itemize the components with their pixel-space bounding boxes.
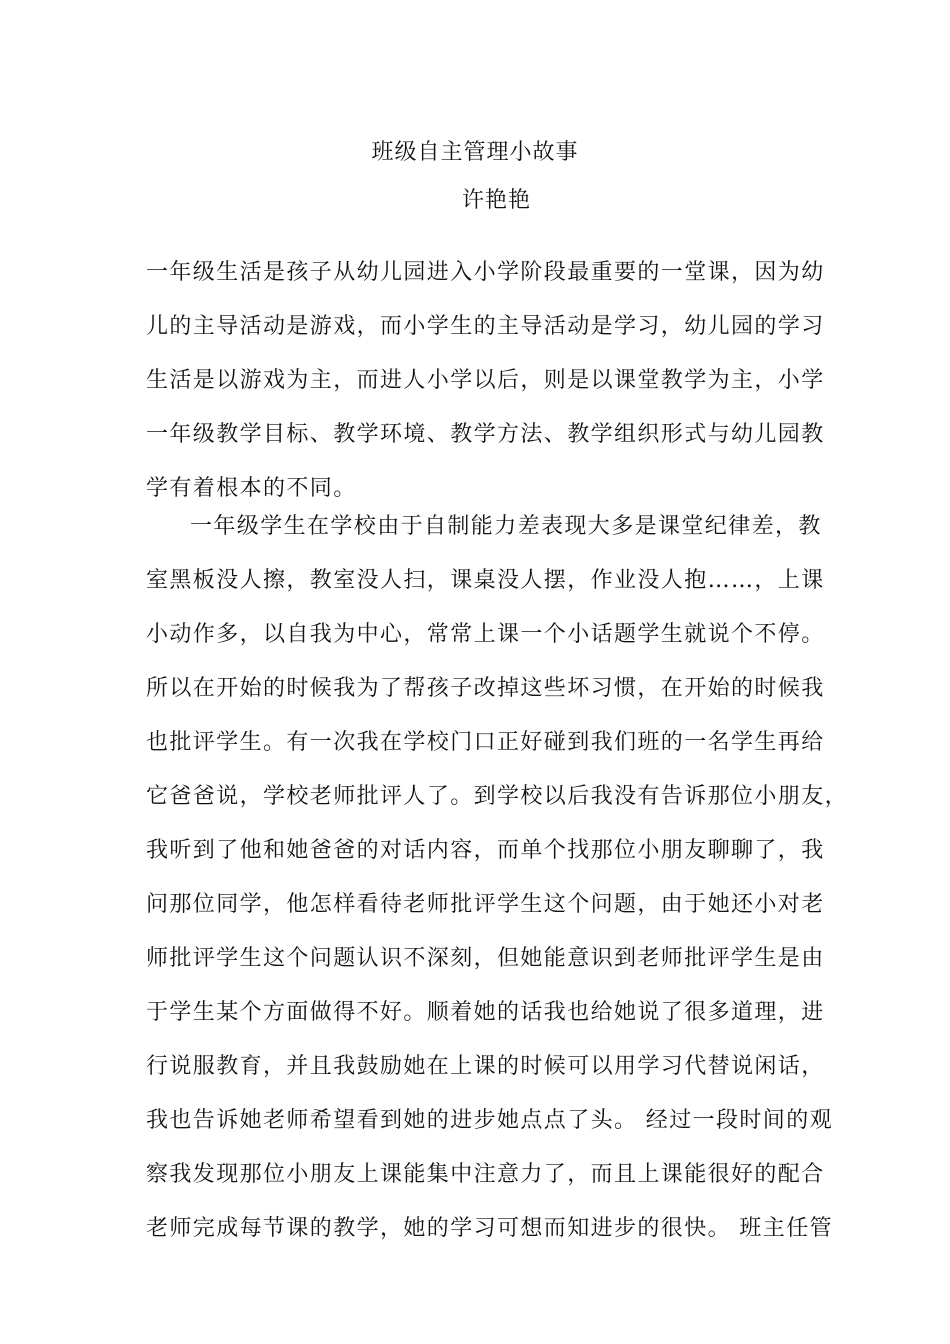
paragraph-2 bbox=[146, 500, 849, 1256]
paragraph-1 bbox=[146, 246, 825, 516]
paragraph-line: 小动作多，以自我为中心，常常上课一个小话题学生就说个不停。 bbox=[146, 622, 825, 647]
paragraph-line: 一年级学生在学校由于自制能力差表现大多是课堂纪律差，教 bbox=[190, 514, 822, 539]
document-author: 许艳艳 bbox=[462, 188, 532, 213]
paragraph-line: 师批评学生这个问题认识不深刻，但她能意识到老师批评学生是由 bbox=[146, 946, 825, 971]
paragraph-line: 也批评学生。有一次我在学校门口正好碰到我们班的一名学生再给 bbox=[146, 730, 825, 755]
document-title: 班级自主管理小故事 bbox=[371, 140, 579, 165]
paragraph-line: 学有着根本的不同。 bbox=[146, 476, 357, 501]
paragraph-line: 所以在开始的时候我为了帮孩子改掉这些坏习惯，在开始的时候我 bbox=[146, 676, 825, 701]
paragraph-line: 室黑板没人擦，教室没人扫，课桌没人摆，作业没人抱……，上课 bbox=[146, 568, 825, 593]
paragraph-line: 我也告诉她老师希望看到她的进步她点点了头。 经过一段时间的观 bbox=[146, 1108, 833, 1133]
paragraph-line: 我听到了他和她爸爸的对话内容，而单个找那位小朋友聊聊了，我 bbox=[146, 838, 825, 863]
paragraph-line: 一年级生活是孩子从幼儿园进入小学阶段最重要的一堂课，因为幼 bbox=[146, 260, 825, 285]
paragraph-line: 问那位同学，他怎样看待老师批评学生这个问题，由于她还小对老 bbox=[146, 892, 825, 917]
paragraph-line: 儿的主导活动是游戏，而小学生的主导活动是学习，幼儿园的学习 bbox=[146, 314, 825, 339]
paragraph-line: 生活是以游戏为主，而进人小学以后，则是以课堂教学为主，小学 bbox=[146, 368, 825, 393]
paragraph-line: 于学生某个方面做得不好。顺着她的话我也给她说了很多道理，进 bbox=[146, 1000, 825, 1025]
paragraph-line: 它爸爸说，学校老师批评人了。到学校以后我没有告诉那位小朋友， bbox=[146, 784, 849, 809]
paragraph-line: 行说服教育，并且我鼓励她在上课的时候可以用学习代替说闲话， bbox=[146, 1054, 825, 1079]
paragraph-line: 一年级教学目标、教学环境、教学方法、教学组织形式与幼儿园教 bbox=[146, 422, 825, 447]
paragraph-line: 老师完成每节课的教学，她的学习可想而知进步的很快。 班主任管 bbox=[146, 1216, 833, 1241]
paragraph-line: 察我发现那位小朋友上课能集中注意力了，而且上课能很好的配合 bbox=[146, 1162, 825, 1187]
